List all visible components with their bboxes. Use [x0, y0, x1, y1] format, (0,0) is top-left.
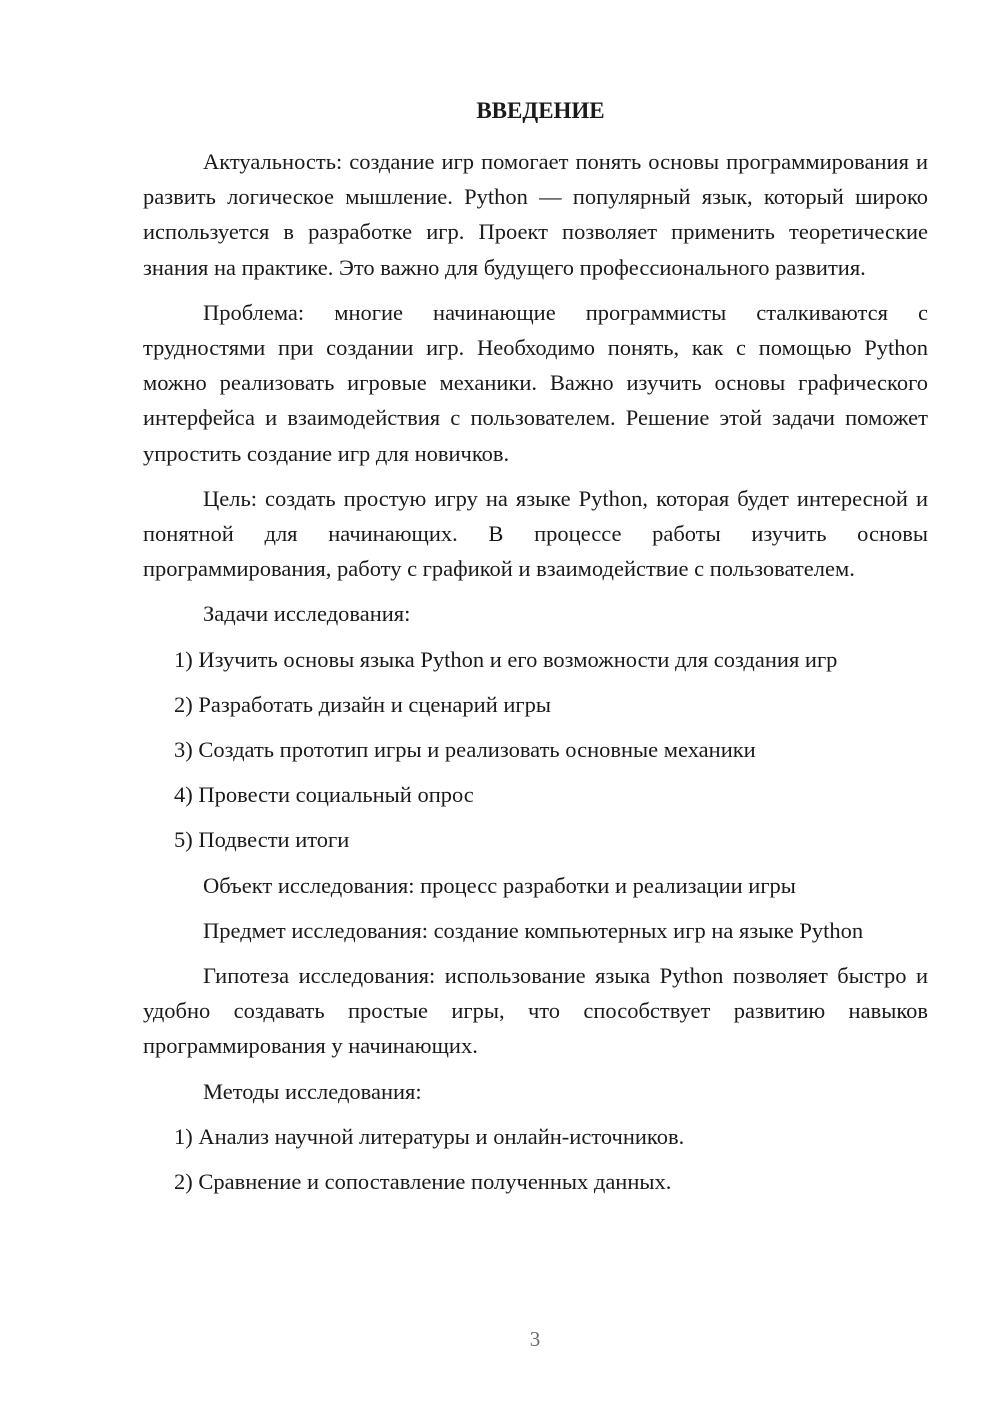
tasks-list	[143, 642, 928, 858]
tasks-heading: Задачи исследования:	[203, 601, 411, 627]
method-item: 2) Сравнение и сопоставление полученных данных.	[174, 1169, 672, 1195]
page-number: 3	[529, 1327, 541, 1351]
methods-heading: Методы исследования:	[203, 1078, 422, 1104]
relevance-paragraph: Актуальность: создание игр помогает понять основы программирования и развить логическое мышление. Python — популярный язык, который широко используется в разработке игр. Проект позволяет применить теоретические знания на практике. Это важно для будущего профессионального развития.	[143, 149, 928, 280]
task-item: 4) Провести социальный опрос	[174, 782, 474, 808]
problem-paragraph: Проблема: многие начинающие программисты сталкиваются с трудностями при создании игр. Необходимо понять, как с помощью Python можно реализовать игровые механики. Важно изучить основы графического интерфейса и взаимодействия с пользователем. Решение этой задачи поможет упростить создание игр для новичков.	[143, 299, 928, 466]
page-content	[143, 94, 928, 1209]
task-item: 3) Создать прототип игры и реализовать основные механики	[174, 737, 756, 763]
hypothesis-paragraph: Гипотеза исследования: использование языка Python позволяет быстро и удобно создавать простые игры, что способствует развитию навыков программирования у начинающих.	[143, 963, 928, 1059]
goal-paragraph: Цель: создать простую игру на языке Python, которая будет интересной и понятной для начинающих. В процессе работы изучить основы программирования, работу с графикой и взаимодействие с пользователем.	[143, 485, 928, 582]
subject-paragraph: Предмет исследования: создание компьютерных игр на языке Python	[203, 917, 864, 943]
object-paragraph: Объект исследования: процесс разработки и реализации игры	[203, 872, 796, 898]
section-title: ВВЕДЕНИЕ	[476, 98, 605, 123]
task-item: 2) Разработать дизайн и сценарий игры	[174, 691, 551, 717]
method-item: 1) Анализ научной литературы и онлайн-источников.	[174, 1123, 685, 1149]
task-item: 1) Изучить основы языка Python и его возможности для создания игр	[174, 646, 838, 672]
methods-list	[143, 1119, 928, 1199]
task-item: 5) Подвести итоги	[174, 827, 350, 853]
